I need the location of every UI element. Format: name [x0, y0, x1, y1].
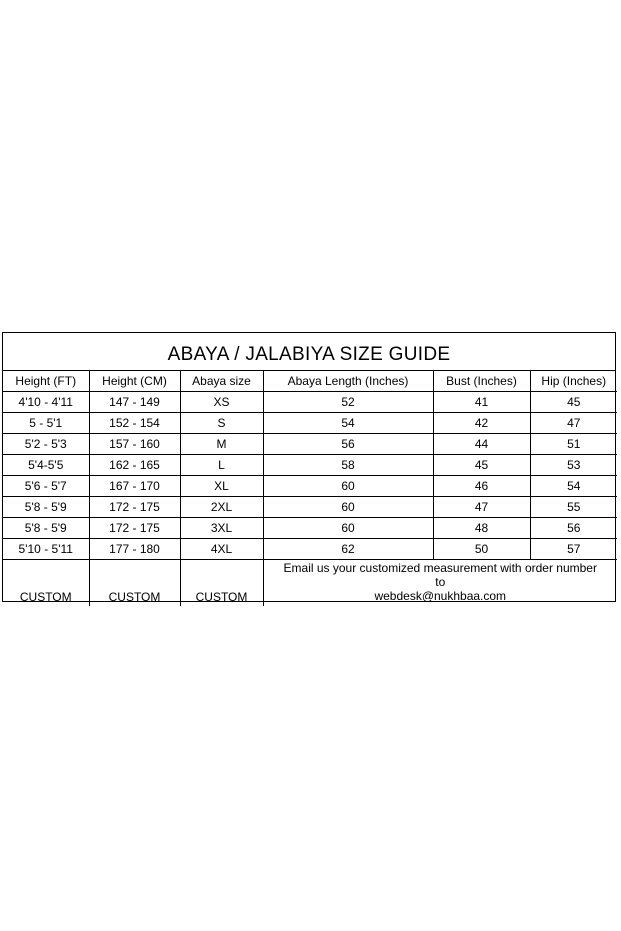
cell-length: 56	[263, 434, 433, 455]
cell-height-ft: 5 - 5'1	[3, 413, 89, 434]
header-row	[3, 371, 617, 392]
table-row	[3, 476, 617, 497]
cell-height-ft: 5'4-5'5	[3, 455, 89, 476]
table-row	[3, 539, 617, 560]
cell-length: 62	[263, 539, 433, 560]
cell-height-ft: 5'10 - 5'11	[3, 539, 89, 560]
cell-bust: 41	[433, 392, 530, 413]
size-guide-title: ABAYA / JALABIYA SIZE GUIDE	[3, 333, 615, 371]
cell-height-ft: 5'6 - 5'7	[3, 476, 89, 497]
table-row	[3, 518, 617, 539]
table-row	[3, 413, 617, 434]
cell-length: 58	[263, 455, 433, 476]
cell-hip: 47	[530, 413, 617, 434]
cell-hip: 54	[530, 476, 617, 497]
cell-size: 2XL	[180, 497, 263, 518]
cell-height-cm: 152 - 154	[89, 413, 180, 434]
cell-bust: 44	[433, 434, 530, 455]
cell-hip: 53	[530, 455, 617, 476]
cell-bust: 42	[433, 413, 530, 434]
cell-length: 60	[263, 476, 433, 497]
col-hip: Hip (Inches)	[530, 371, 617, 392]
cell-hip: 51	[530, 434, 617, 455]
cell-bust: 50	[433, 539, 530, 560]
col-bust: Bust (Inches)	[433, 371, 530, 392]
cell-height-ft: 5'8 - 5'9	[3, 518, 89, 539]
cell-size: XL	[180, 476, 263, 497]
cell-length: 60	[263, 518, 433, 539]
col-abaya-length: Abaya Length (Inches)	[263, 371, 433, 392]
cell-hip: 55	[530, 497, 617, 518]
cell-bust: 45	[433, 455, 530, 476]
cell-size: XS	[180, 392, 263, 413]
cell-length: 60	[263, 497, 433, 518]
cell-size: S	[180, 413, 263, 434]
custom-note-line2: to	[435, 575, 446, 589]
col-abaya-size: Abaya size	[180, 371, 263, 392]
cell-size: 4XL	[180, 539, 263, 560]
cell-height-ft: 5'8 - 5'9	[3, 497, 89, 518]
cell-height-cm: 177 - 180	[89, 539, 180, 560]
cell-hip: 56	[530, 518, 617, 539]
cell-height-cm: 147 - 149	[89, 392, 180, 413]
custom-note-line1: Email us your customized measurement with order number	[283, 561, 597, 575]
table-row	[3, 497, 617, 518]
custom-height-cm: CUSTOM	[89, 560, 180, 607]
table-row	[3, 455, 617, 476]
custom-note	[263, 560, 617, 607]
cell-height-cm: 157 - 160	[89, 434, 180, 455]
custom-size: CUSTOM	[180, 560, 263, 607]
cell-height-ft: 5'2 - 5'3	[3, 434, 89, 455]
cell-size: L	[180, 455, 263, 476]
custom-height-ft: CUSTOM	[3, 560, 89, 607]
cell-height-cm: 162 - 165	[89, 455, 180, 476]
cell-length: 54	[263, 413, 433, 434]
size-guide-table	[2, 332, 616, 602]
custom-note-email: webdesk@nukhbaa.com	[374, 589, 507, 603]
col-height-ft: Height (FT)	[3, 371, 89, 392]
cell-size: 3XL	[180, 518, 263, 539]
cell-size: M	[180, 434, 263, 455]
cell-height-cm: 172 - 175	[89, 497, 180, 518]
cell-height-cm: 172 - 175	[89, 518, 180, 539]
cell-height-cm: 167 - 170	[89, 476, 180, 497]
cell-hip: 57	[530, 539, 617, 560]
size-grid	[3, 371, 617, 606]
cell-bust: 47	[433, 497, 530, 518]
table-row	[3, 392, 617, 413]
cell-hip: 45	[530, 392, 617, 413]
table-row	[3, 434, 617, 455]
cell-bust: 46	[433, 476, 530, 497]
col-height-cm: Height (CM)	[89, 371, 180, 392]
cell-length: 52	[263, 392, 433, 413]
custom-row	[3, 560, 617, 607]
cell-bust: 48	[433, 518, 530, 539]
cell-height-ft: 4'10 - 4'11	[3, 392, 89, 413]
